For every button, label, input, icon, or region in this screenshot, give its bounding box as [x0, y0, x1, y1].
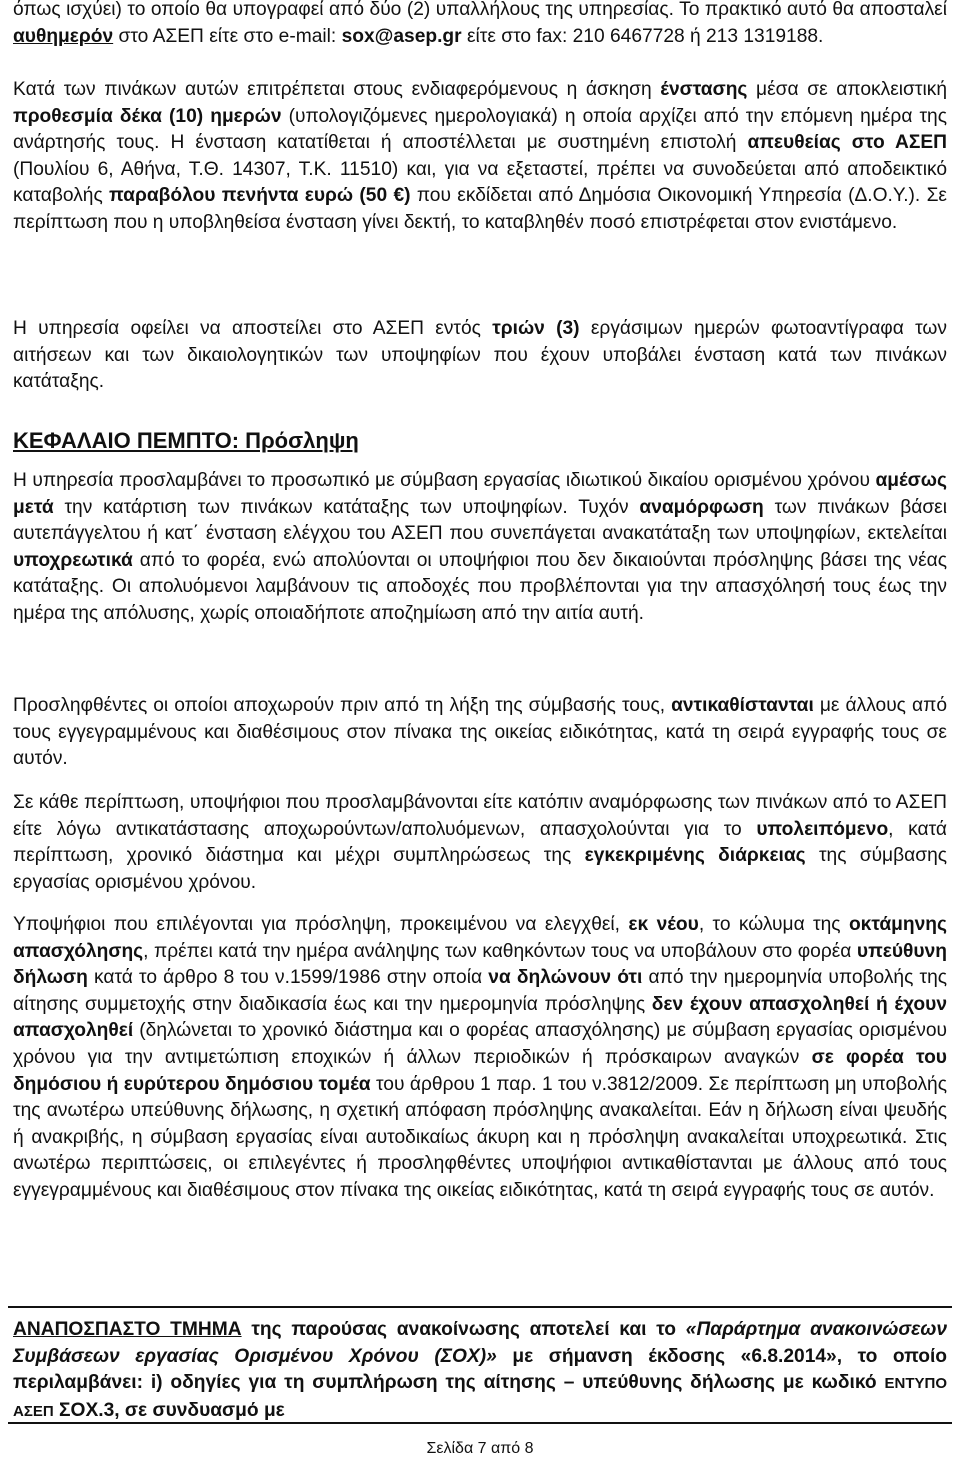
paragraph-annex	[13, 1317, 947, 1425]
text-segment: του άρθρου 1 παρ. 1 του ν.3812/2009. Σε περίπτωση μη υποβολής της ανωτέρω υπεύθυνης δήλωσης, η σχετική απόφαση πρόσληψης ανακαλείται. Εάν η δήλωση είναι ψευδής ή ανακριβής, η σύμβαση εργασίας είναι αυτοδικαίως άκυρη και η πρόσληψη ανακαλείται υποχρεωτικά. Στις ανωτέρω περιπτώσεις, οι επιλεγέντες ή προσληφθέντες υποψήφιοι αντικαθίστανται με άλλους από τους εγγεγραμμένους και διαθέσιμους στον πίνακα της οικείας ειδικότητας, κατά τη σειρά εγγραφής τους σε αυτόν.	[13, 1073, 947, 1201]
bold-fee: παραβόλου πενήντα ευρώ (50 €)	[109, 185, 411, 207]
text-segment: της σύμβασης εργασίας ορισμένου χρόνου.	[13, 845, 948, 893]
text-segment: μέσα σε αποκλειστική	[747, 79, 947, 100]
text-segment: Υποψήφιοι που επιλέγονται για πρόσληψη, προκειμένου να ελεγχθεί,	[13, 914, 629, 935]
bold-declare-that: να δηλώνουν ότι	[488, 967, 643, 989]
bold-directly-asep: απευθείας στο ΑΣΕΠ	[747, 132, 947, 154]
paragraph-minutes	[13, 0, 947, 50]
bold-employment-status: δεν έχουν απασχοληθεί ή έχουν απασχοληθεί	[13, 993, 947, 1042]
text-segment: όπως ισχύει) το οποίο θα υπογραφεί από δύο (2) υπαλλήλους της υπηρεσίας. Το πρακτικό αυτό θα αποσταλεί	[13, 0, 947, 20]
text-segment: από την ημερομηνία υποβολής της αίτησης συμμετοχής στην διαδικασία έως και την ημερομηνία πρόσληψης	[13, 967, 948, 1015]
text-segment: που εκδίδεται από Δημόσια Οικονομική Υπηρεσία (Δ.Ο.Υ.). Σε περίπτωση που η υποβληθείσα ένσταση γίνει δεκτή, το καταβληθέν ποσό επιστρέφεται στον ενιστάμενο.	[13, 185, 947, 233]
bold-three-days: τριών (3)	[492, 318, 580, 339]
paragraph-replacement	[13, 693, 947, 773]
bold-mandatory: υποχρεωτικά	[13, 549, 133, 571]
paragraph-declaration	[13, 912, 947, 1205]
bold-same-day: αυθημερόν	[13, 25, 114, 47]
text-segment: με σήμανση	[496, 1345, 649, 1367]
text-segment: στο ΑΣΕΠ είτε στο e-mail:	[113, 25, 342, 47]
bold-anew: εκ νέου	[628, 914, 699, 935]
text-segment: , κατά περίπτωση, χρονικό διάστημα και μέχρι συμπληρώσεως της	[13, 818, 948, 867]
paragraph-service-duty	[13, 316, 947, 396]
text-segment: είτε στο fax: 210 6467728 ή 213 1319188.	[461, 25, 824, 47]
annex-title: «Παράρτημα ανακοινώσεων Συμβάσεων εργασίας Ορισμένου Χρόνου (ΣΟΧ)»	[13, 1319, 948, 1367]
text-segment: την κατάρτιση των πινάκων κατάταξης των υποψηφίων. Τυχόν	[53, 496, 640, 518]
text-segment: , το κώλυμα της	[698, 914, 849, 935]
bold-objection: ένστασης	[660, 79, 748, 100]
bold-eight-month: οκτάμηνης απασχόλησης	[13, 914, 948, 962]
text-segment: Κατά των πινάκων αυτών επιτρέπεται στους ενδιαφερόμενους η άσκηση	[13, 79, 661, 100]
text-segment: εργάσιμων ημερών φωτοαντίγραφα των αιτήσεων και των δικαιολογητικών των υποψηφίων που έχουν υποβάλει ένσταση κατά των πινάκων κατάταξης.	[13, 318, 947, 393]
bold-immediately-after: αμέσως μετά	[13, 470, 947, 518]
bold-solemn-declaration: υπεύθυνη δήλωση	[13, 940, 947, 989]
paragraph-hiring	[13, 468, 947, 628]
chapter-heading: ΚΕΦΑΛΑΙΟ ΠΕΜΠΤΟ: Πρόσληψη	[13, 428, 359, 453]
text-segment: κατά το άρθρο 8 του ν.1599/1986 στην οποία	[87, 967, 489, 989]
text-segment: ΣΟΧ.3, σε συνδυασμό με	[53, 1399, 285, 1421]
paragraph-objection	[13, 77, 947, 237]
text-segment: Η υπηρεσία προσλαμβάνει το προσωπικό με σύμβαση εργασίας ιδιωτικού δικαίου ορισμένου χρόνου	[13, 470, 876, 491]
bold-deadline: προθεσμία δέκα (10) ημερών	[13, 105, 282, 127]
text-segment: (δηλώνεται το χρονικό διάστημα και ο φορέας απασχόλησης) με σύμβαση εργασίας ορισμένου χρόνου για την αντιμετώπιση εποχικών ή άλλων περιοδικών ή πρόσκαιρων αναγκών	[13, 1020, 947, 1068]
bold-replaced: αντικαθίστανται	[671, 695, 814, 716]
bold-integral-part: ΑΝΑΠΟΣΠΑΣΤΟ ΤΜΗΜΑ	[13, 1319, 242, 1340]
form-code-label: ΕΝΤΥΠΟ ΑΣΕΠ	[13, 1375, 947, 1420]
bold-public-sector: σε φορέα του δημόσιου ή ευρύτερου δημόσιου τομέα	[13, 1046, 947, 1095]
text-segment: Η υπηρεσία οφείλει να αποστείλει στο ΑΣΕΠ εντός	[13, 318, 493, 339]
paragraph-remaining-period	[13, 790, 947, 896]
text-segment: έκδοσης «6.8.2014», το οποίο περιλαμβάνει: i) οδηγίες για τη συμπλήρωση της αίτησης – υπεύθυνης δήλωσης με κωδικό	[13, 1345, 947, 1394]
email-address[interactable]: sox@asep.gr	[341, 25, 462, 47]
text-segment: των πινάκων βάσει αυτεπάγγελτου ή κατ΄ ένσταση ελέγχου του ΑΣΕΠ που συνεπάγεται ανακατάταξη των υποψηφίων, εκτελείται	[13, 496, 947, 545]
text-segment: από το φορέα, ενώ απολύονται οι υποψήφιοι που δεν δικαιούνται πρόσληψης βάσει της νέας κατάταξης. Οι απολυόμενοι λαμβάνουν τις αποδοχές που προβλέπονται για την απασχόλησή τους έως την ημέρα της απόλυσης, χωρίς οποιαδήποτε αποζημίωση από την αιτία αυτή.	[13, 549, 947, 624]
text-segment: , πρέπει κατά την ημέρα ανάληψης των καθηκόντων τους να υποβάλουν στο φορέα	[143, 940, 857, 962]
text-segment: (Πουλίου 6, Αθήνα, Τ.Θ. 14307, Τ.Κ. 11510) και, για να εξεταστεί, πρέπει να συνοδεύεται από αποδεικτικό καταβολής	[13, 158, 947, 207]
bold-remaining: υπολειπόμενο	[756, 818, 889, 840]
page-number: Σελίδα 7 από 8	[426, 1440, 534, 1457]
text-segment: με άλλους από τους εγγεγραμμένους και διαθέσιμους στον πίνακα της οικείας ειδικότητας, κατά τη σειρά εγγραφής τους σε αυτόν.	[13, 695, 947, 770]
section-divider-top	[8, 1306, 952, 1308]
text-segment: (υπολογιζόμενες ημερολογιακά) η οποία αρχίζει από την επόμενη ημέρα της ανάρτησής τους. Η ένσταση κατατίθεται ή αποστέλλεται με συστημένη επιστολή	[13, 105, 947, 154]
text-segment: Σε κάθε περίπτωση, υποψήφιοι που προσλαμβάνονται είτε κατόπιν αναμόρφωσης των πινάκων από το ΑΣΕΠ είτε λόγω αντικατάστασης αποχωρούντων/απολυόμενων, απασχολούνται για το	[13, 792, 947, 840]
text-segment: Προσληφθέντες οι οποίοι αποχωρούν πριν από τη λήξη της σύμβασής τους,	[13, 695, 672, 716]
bold-reformation: αναμόρφωση	[639, 496, 764, 518]
bold-approved-duration: εγκεκριμένης διάρκειας	[584, 845, 806, 867]
text-segment: της παρούσας ανακοίνωσης αποτελεί και το	[241, 1319, 686, 1340]
section-divider-bottom	[8, 1422, 952, 1424]
